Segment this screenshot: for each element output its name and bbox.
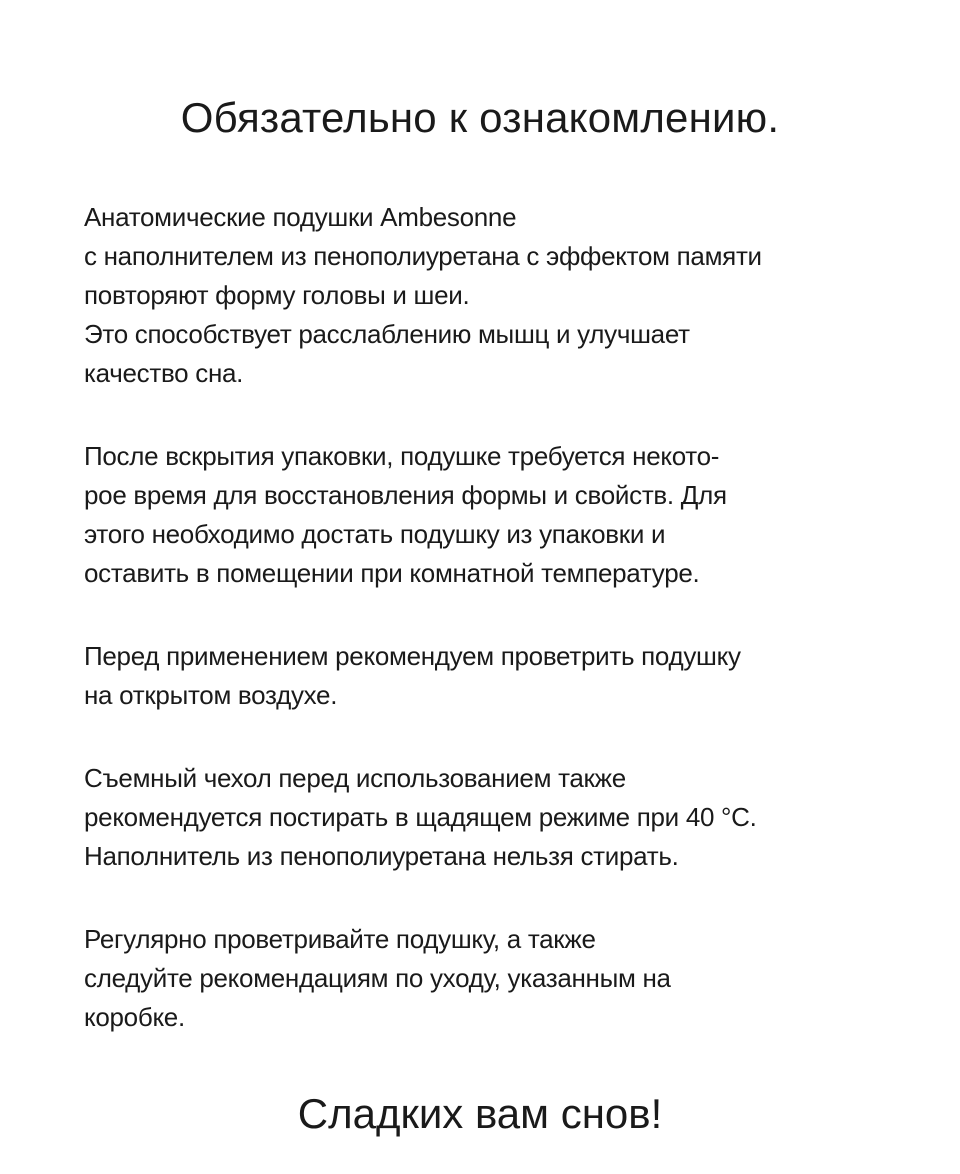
paragraph-airing [84,637,884,715]
text-line: с наполнителем из пенополиуретана с эффектом памяти [84,241,762,271]
text-line: этого необходимо достать подушку из упаковки и [84,519,666,549]
page-title: Обязательно к ознакомлению. [180,94,780,141]
text-line: на открытом воздухе. [84,680,338,710]
paragraph-unpacking [84,437,884,593]
text-line: оставить в помещении при комнатной температуре. [84,558,700,588]
instruction-body [84,198,884,1081]
text-line: Анатомические подушки Ambesonne [84,202,517,232]
paragraph-intro [84,198,884,393]
closing-wish: Сладких вам снов! [297,1090,663,1137]
text-line: коробке. [84,1002,185,1032]
text-line: Наполнитель из пенополиуретана нельзя стирать. [84,841,679,871]
text-line: Перед применением рекомендуем проветрить подушку [84,641,741,671]
text-line: После вскрытия упаковки, подушке требуется некото- [84,441,720,471]
paragraph-washing [84,759,884,876]
text-line: Регулярно проветривайте подушку, а также [84,924,596,954]
text-line: Съемный чехол перед использованием также [84,763,626,793]
text-line: рекомендуется постирать в щадящем режиме при 40 °С. [84,802,757,832]
text-line: рое время для восстановления формы и свойств. Для [84,480,727,510]
text-line: качество сна. [84,358,244,388]
text-line: следуйте рекомендациям по уходу, указанным на [84,963,671,993]
text-line: повторяют форму головы и шеи. [84,280,470,310]
paragraph-care [84,920,884,1037]
text-line: Это способствует расслаблению мышц и улучшает [84,319,690,349]
